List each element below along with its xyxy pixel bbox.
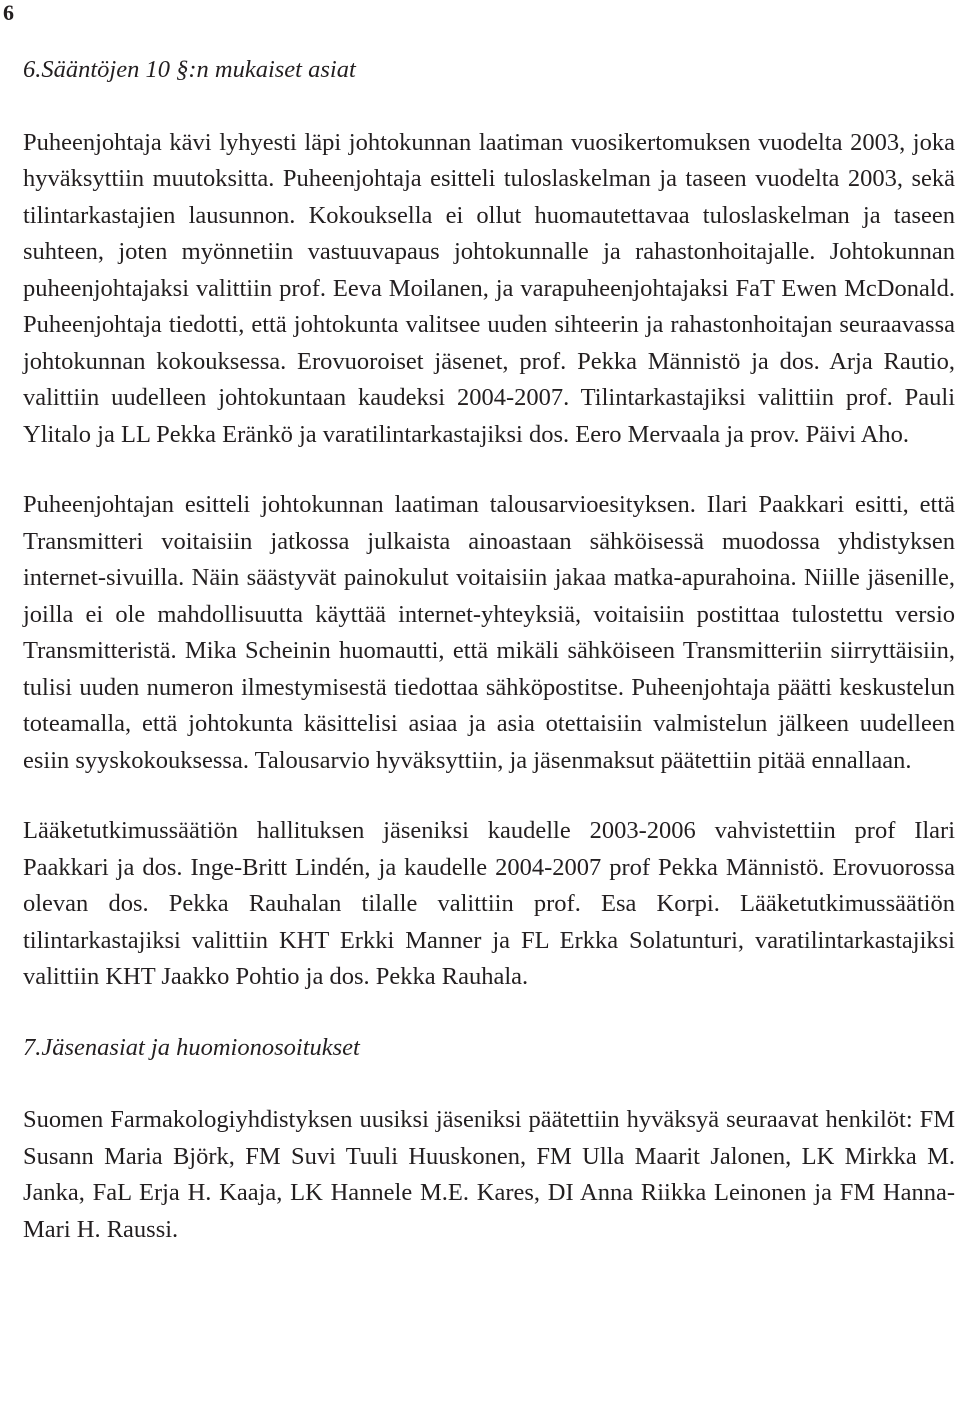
paragraph-foundation-board: Lääketutkimussäätiön hallituksen jäseniksi kaudelle 2003-2006 vahvistettiin prof Ilari Paakkari ja dos. Inge-Britt Lindén, ja kaudelle 2004-2007 prof Pekka Männistö. Erovuorossa olevan dos. Pekka Rauhalan tilalle valittiin prof. Esa Korpi. Lääketutkimussäätiön tilintarkastajiksi valittiin KHT Erkki Manner ja FL Erkka Solatunturi, varatilintarkastajiksi valittiin KHT Jaakko Pohtio ja dos. Pekka Rauhala. bbox=[23, 817, 955, 990]
spacer bbox=[23, 996, 955, 1030]
spacer bbox=[23, 453, 955, 487]
spacer bbox=[23, 1066, 955, 1102]
paragraph-annual-report: Puheenjohtaja kävi lyhyesti läpi johtokunnan laatiman vuosikertomuksen vuodelta 2003, joka hyväksyttiin muutoksitta. Puheenjohtaja esitteli tuloslaskelman ja taseen vuodelta 2003, sekä tilintarkastajien lausunnon. Kokouksella ei ollut huomautettavaa tuloslaskelman ja taseen suhteen, joten myönnetiin vastuuvapaus johtokunnalle ja rahastonhoitajalle. Johtokunnan puheenjohtajaksi valittiin prof. Eeva Moilanen, ja varapuheenjohtajaksi FaT Ewen McDonald. Puheenjohtaja tiedotti, että johtokunta valitsee uuden sihteerin ja rahastonhoitajan seuraavassa johtokunnan kokouksessa. Erovuoroiset jäsenet, prof. Pekka Männistö ja dos. Arja Rautio, valittiin uudelleen johtokuntaan kaudeksi 2004-2007. Tilintarkastajiksi valittiin prof. Pauli Ylitalo ja LL Pekka Eränkö ja varatilintarkastajiksi dos. Eero Mervaala ja prov. Päivi Aho. bbox=[23, 128, 955, 448]
paragraph-new-members: Suomen Farmakologiyhdistyksen uusiksi jäseniksi päätettiin hyväksyä seuraavat henkilöt: FM Susann Maria Björk, FM Suvi Tuuli Huuskonen, FM Ulla Maarit Jalonen, LK Mirkka M. Janka, FaL Erja H. Kaaja, LK Hannele M.E. Kares, DI Anna Riikka Leinonen ja FM Hanna-Mari H. Raussi. bbox=[23, 1106, 955, 1243]
spacer bbox=[23, 89, 955, 125]
page-number: 6 bbox=[3, 0, 14, 25]
spacer bbox=[23, 779, 955, 813]
section-heading-6: 6.Sääntöjen 10 §:n mukaiset asiat bbox=[23, 56, 356, 83]
document-body bbox=[23, 52, 955, 1248]
section-heading-7: 7.Jäsenasiat ja huomionosoitukset bbox=[23, 1033, 360, 1061]
paragraph-budget: Puheenjohtajan esitteli johtokunnan laatiman talousarvioesityksen. Ilari Paakkari esitti, että Transmitteri voitaisiin jatkossa julkaista ainoastaan sähköisessä muodossa yhdistyksen internet-sivuilla. Näin säästyvät painokulut voitaisiin jakaa matka-apurahoina. Niille jäsenille, joilla ei ole mahdollisuutta käyttää internet-yhteyksiä, voitaisiin postittaa tulostettu versio Transmitteristä. Mika Scheinin huomautti, että mikäli sähköiseen Transmitteriin siirryttäisiin, tulisi uuden numeron ilmestymisestä tiedottaa sähköpostitse. Puheenjohtaja päätti keskustelun toteamalla, että johtokunta käsittelisi asiaa ja asia otettaisiin valmistelun jälkeen uudelleen esiin syyskokouksessa. Talousarvio hyväksyttiin, ja jäsenmaksut päätettiin pitää ennallaan. bbox=[23, 491, 955, 774]
